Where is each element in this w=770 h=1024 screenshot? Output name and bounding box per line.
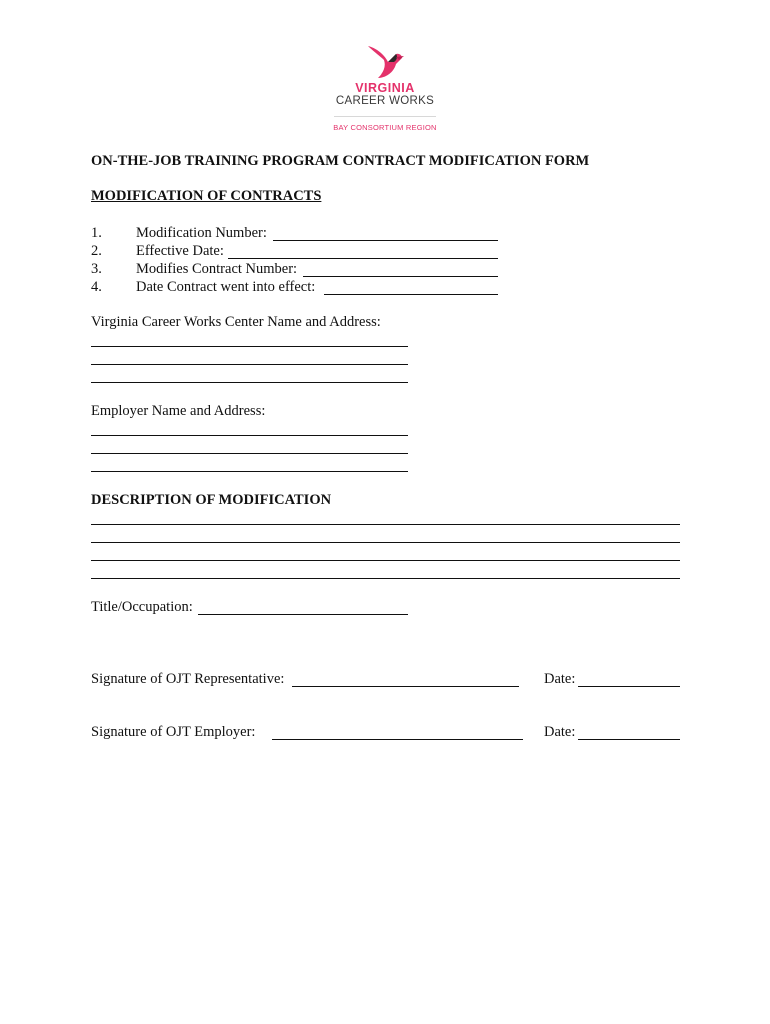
item-2-number: 2. <box>91 243 102 259</box>
effective-date-field[interactable] <box>228 258 498 259</box>
item-4-number: 4. <box>91 279 102 295</box>
section-heading: MODIFICATION OF CONTRACTS <box>91 188 322 204</box>
sig-rep-date-label: Date: <box>544 671 576 687</box>
logo-region: BAY CONSORTIUM REGION <box>333 123 437 132</box>
sig-rep-field[interactable] <box>292 686 519 687</box>
modification-number-field[interactable] <box>273 240 498 241</box>
title-occupation-field[interactable] <box>198 614 408 615</box>
employer-address-line-3[interactable] <box>91 471 408 472</box>
virginia-career-works-logo <box>300 44 470 136</box>
cardinal-bird-icon <box>366 44 406 80</box>
sig-emp-date-field[interactable] <box>578 739 680 740</box>
description-line-1[interactable] <box>91 524 680 525</box>
description-heading: DESCRIPTION OF MODIFICATION <box>91 492 332 508</box>
description-line-2[interactable] <box>91 542 680 543</box>
item-1-number: 1. <box>91 225 102 241</box>
center-address-line-3[interactable] <box>91 382 408 383</box>
logo-title: VIRGINIA <box>355 81 415 95</box>
item-4-label: Date Contract went into effect: <box>136 279 316 295</box>
employer-name-address-label: Employer Name and Address: <box>91 403 266 419</box>
logo-divider <box>334 116 436 117</box>
description-line-3[interactable] <box>91 560 680 561</box>
sig-emp-label: Signature of OJT Employer: <box>91 724 256 740</box>
center-address-line-1[interactable] <box>91 346 408 347</box>
item-3-number: 3. <box>91 261 102 277</box>
form-title: ON-THE-JOB TRAINING PROGRAM CONTRACT MODIFICATION FORM <box>91 153 590 169</box>
contract-effect-date-field[interactable] <box>324 294 498 295</box>
item-2-label: Effective Date: <box>136 243 224 259</box>
sig-rep-date-field[interactable] <box>578 686 680 687</box>
item-1-label: Modification Number: <box>136 225 267 241</box>
employer-address-line-1[interactable] <box>91 435 408 436</box>
sig-emp-field[interactable] <box>272 739 523 740</box>
center-name-address-label: Virginia Career Works Center Name and Address: <box>91 314 381 330</box>
modifies-contract-number-field[interactable] <box>303 276 498 277</box>
logo-subtitle: CAREER WORKS <box>335 95 435 107</box>
sig-emp-date-label: Date: <box>544 724 576 740</box>
sig-rep-label: Signature of OJT Representative: <box>91 671 285 687</box>
center-address-line-2[interactable] <box>91 364 408 365</box>
title-occupation-label: Title/Occupation: <box>91 599 193 615</box>
description-line-4[interactable] <box>91 578 680 579</box>
employer-address-line-2[interactable] <box>91 453 408 454</box>
item-3-label: Modifies Contract Number: <box>136 261 298 277</box>
